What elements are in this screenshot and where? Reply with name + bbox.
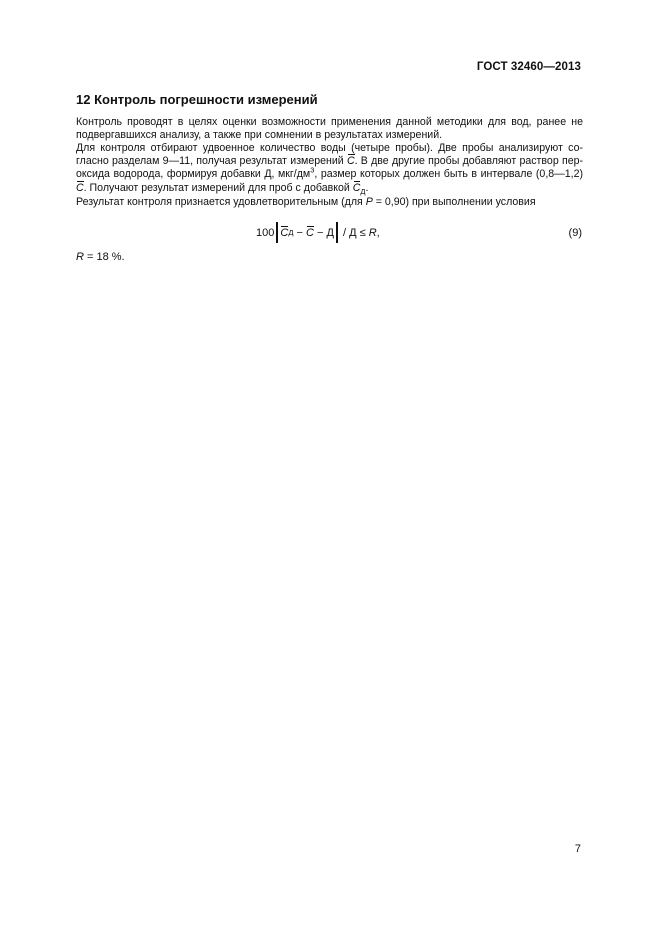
- procedure-text-1: Для контроля отбирают удвоенное количество воды (четыре пробы). Две пробы анализируют со-гласно разделам 9—11, получая результат измерений: [76, 142, 583, 168]
- formula-9: 100 C Д − C − Д / Д ≤ R ,: [256, 222, 380, 243]
- r-value-text: = 18 %.: [83, 251, 125, 263]
- formula-c-mean: C: [305, 226, 314, 239]
- procedure-text-4: . Получают результат измерений для проб с добавкой: [83, 181, 353, 194]
- document-id: ГОСТ 32460—2013: [476, 61, 581, 73]
- r-value-line: [76, 251, 125, 263]
- procedure-text-2: . В две другие пробы добавляют раствор пер-оксида водорода, формируя добавки Д, мкг/дм: [76, 155, 584, 181]
- formula-minus: −: [293, 226, 306, 239]
- r-symbol: R: [76, 251, 84, 263]
- formula-minus-d: − Д: [313, 226, 334, 239]
- page-number: 7: [574, 843, 581, 855]
- abs-bar-right: [336, 222, 338, 243]
- formula-r-symbol: R: [368, 226, 377, 239]
- formula-c-spiked: C: [280, 226, 289, 239]
- c-spiked-symbol: C: [352, 181, 361, 194]
- formula-tail: / Д ≤: [339, 226, 369, 239]
- c-mean-symbol: C: [346, 155, 355, 168]
- criterion-text-2: = 0,90) при выполнении условия: [372, 196, 536, 208]
- formula-coefficient: 100: [256, 226, 275, 239]
- abs-bar-left: [276, 222, 278, 243]
- paragraph-criterion: [76, 196, 583, 209]
- cube-superscript: 3: [310, 165, 315, 175]
- procedure-text-3: , размер которых должен быть в интервале (0,8—1,2): [314, 168, 584, 181]
- p-symbol: P: [365, 196, 373, 208]
- formula-comma: ,: [376, 226, 380, 239]
- paragraph-procedure: [76, 142, 583, 195]
- procedure-period: .: [365, 181, 369, 194]
- c-mean-symbol-2: C: [76, 181, 84, 194]
- paragraph-intro: [76, 116, 583, 142]
- criterion-text-1: Результат контроля признается удовлетворительным (для: [76, 196, 366, 208]
- c-spiked-subscript: Д: [360, 186, 366, 196]
- equation-number: (9): [568, 227, 582, 239]
- paragraph-intro-text: Контроль проводят в целях оценки возможности применения данной методики для вод, ранее не подвергавшихся анализу, а также при сомнении в результатах измерений.: [76, 116, 583, 142]
- section-heading: 12 Контроль погрешности измерений: [76, 92, 318, 107]
